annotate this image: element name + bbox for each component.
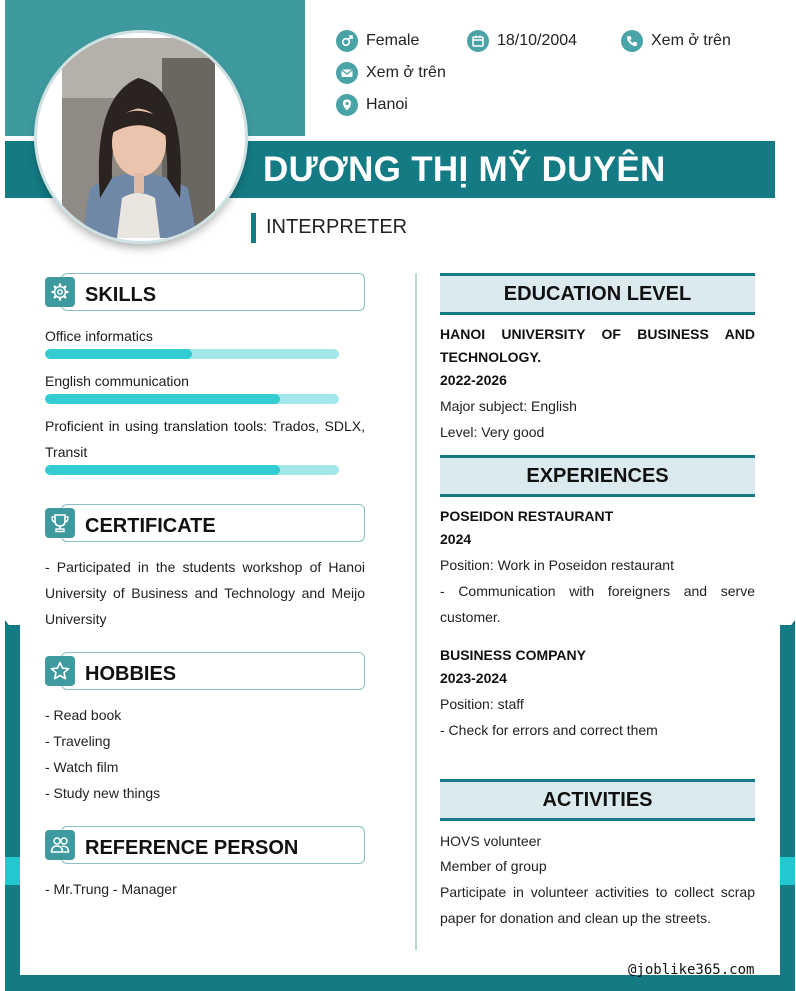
activity-item: Participate in volunteer activities to collect scrap paper for donation and clean up the streets. [440,884,755,926]
people-icon [45,830,75,860]
gender-icon [336,30,358,52]
contact-location [336,94,408,116]
birthday-value: 18/10/2004 [497,32,578,49]
experience-detail: - Check for errors and correct them [440,722,658,738]
reference-heading: REFERENCE PERSON [85,837,299,859]
skill-bar-fill [45,349,192,359]
phone-icon [621,30,643,52]
hobbies-heading: HOBBIES [85,663,177,685]
reference-header [45,826,365,866]
skill-bar-fill [45,465,280,475]
activities-heading: ACTIVITIES [542,789,653,811]
education-level: Level: Very good [440,424,545,440]
contact-gender [336,30,419,52]
contact-phone [621,30,731,52]
education-years: 2022-2026 [440,372,507,388]
experience-years: 2023-2024 [440,670,507,686]
email-value: Xem ở trên [366,64,446,81]
contact-birthday [467,30,577,52]
experience-position: Position: Work in Poseidon restaurant [440,557,674,573]
education-header [440,273,755,315]
star-icon [45,656,75,686]
experiences-header [440,455,755,497]
location-value: Hanoi [366,96,408,113]
hobbies-header [45,652,365,692]
skill-bar-fill [45,394,280,404]
activities-header [440,779,755,821]
title-accent-bar [251,213,256,243]
right-side-accent [780,857,795,885]
location-icon [336,94,358,116]
left-side-accent [5,857,20,885]
hobby-item: - Watch film [45,759,119,775]
phone-value: Xem ở trên [651,32,731,49]
trophy-icon [45,508,75,538]
profile-photo [62,38,215,238]
watermark: @joblike365.com [628,962,755,978]
avatar [37,33,245,241]
experience-detail: - Communication with foreigners and serve customer. [440,583,755,625]
education-school: HANOI UNIVERSITY OF BUSINESS AND TECHNOLOGY. [440,326,755,365]
skill-label: Proficient in using translation tools: Trados, SDLX, Transit [45,418,365,460]
hobby-item: - Read book [45,707,122,723]
hobby-item: - Traveling [45,733,111,749]
calendar-icon [467,30,489,52]
skills-header [45,273,365,313]
skill-label: Office informatics [45,328,153,344]
skills-heading: SKILLS [85,284,157,306]
education-heading: EDUCATION LEVEL [503,283,692,305]
skill-label: English communication [45,373,189,389]
gender-value: Female [366,32,420,49]
activity-item: HOVS volunteer [440,833,542,849]
education-major: Major subject: English [440,398,577,414]
contact-email [336,62,446,84]
reference-text: - Mr.Trung - Manager [45,881,177,897]
full-name: DƯƠNG THỊ MỸ DUYÊN [263,150,666,189]
skill-bar [45,394,339,404]
hobby-item: - Study new things [45,785,161,801]
job-title: INTERPRETER [266,216,408,238]
gear-icon [45,277,75,307]
column-divider [415,273,417,950]
left-corner-slant [5,620,25,650]
email-icon [336,62,358,84]
skill-bar [45,349,339,359]
certificate-heading: CERTIFICATE [85,515,216,537]
right-corner-slant [776,620,796,650]
experience-company: BUSINESS COMPANY [440,647,586,663]
experience-position: Position: staff [440,696,524,712]
experience-company: POSEIDON RESTAURANT [440,508,614,524]
certificate-header [45,504,365,544]
certificate-text: - Participated in the students workshop of Hanoi University of Business and Technology and Meijo University [45,559,365,627]
skill-bar [45,465,339,475]
activity-item: Member of group [440,858,547,874]
experience-years: 2024 [440,531,472,547]
experiences-heading: EXPERIENCES [526,465,669,487]
